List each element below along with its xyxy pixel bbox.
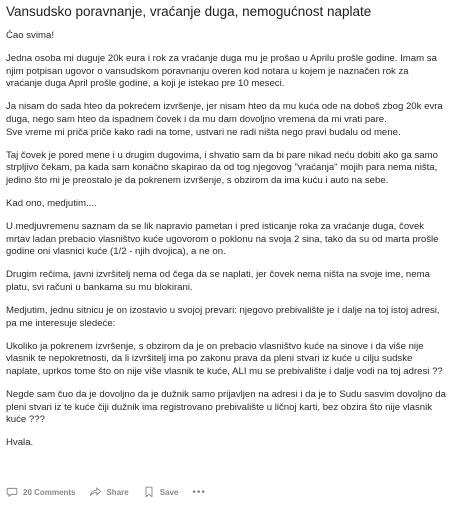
post-body: [6, 30, 462, 450]
post-title[interactable]: Vansudsko poravnanje, vraćanje duga, nemogućnost naplate: [6, 4, 372, 19]
post-paragraph: [6, 437, 462, 450]
post-paragraph: [6, 30, 462, 43]
paragraph-line: vraćanje duga April prošle godine, a koji je istekao pre 10 meseci.: [6, 78, 285, 90]
comments-label: 20 Comments: [23, 487, 76, 497]
paragraph-line: jedino što mi je preostalo je da pokrenem izvršenje, s obzirom da ima kuću i auto na sebe.: [6, 174, 389, 186]
paragraph-line: Ćao svima!: [6, 30, 54, 41]
paragraph-line: Ukoliko ja pokrenem izvršenje, s obzirom da je on prebacio vlasništvo kuće na sinove i da više nije: [6, 340, 424, 352]
paragraph-line: Jedna osoba mi duguje 20k eura i rok za vraćanje duga mu je prošao u Aprilu prošle godine. Imam sa: [6, 53, 437, 65]
share-button[interactable]: [89, 486, 128, 498]
paragraph-line: Negde sam čuo da je dovoljno da je dužnik samo prijavljen na adresi i da je to Sudu sasvim dovoljno da: [6, 388, 446, 400]
save-label: Save: [159, 487, 179, 497]
post-paragraph: [6, 305, 462, 330]
post-paragraph: [6, 341, 462, 379]
post-paragraph: [6, 150, 462, 188]
paragraph-line: vlasnik te nepokretnosti, da li izvršitelj ima po zakonu prava da pleni stvari iz kuće u cilju sudske: [6, 353, 413, 365]
paragraph-line: platu, svi računi u bankama su mu blokirani.: [6, 281, 193, 293]
paragraph-line: Ja nisam do sada hteo da pokrećem izvršenje, jer nisam hteo da mu kuća ode na doboš zbog 20k evra: [6, 101, 443, 113]
post-paragraph: [6, 221, 462, 259]
more-dots-icon: •••: [192, 486, 206, 498]
post-action-bar: [6, 484, 206, 500]
paragraph-line: Drugim rečima, javni izvršitelj nema od čega da se naplati, jer čovek nema ništa na svoje ime, nema: [6, 269, 430, 281]
post-paragraph: [6, 198, 462, 211]
paragraph-line: pa me interesuje sledeće:: [6, 317, 116, 329]
paragraph-line: Hvala.: [6, 437, 34, 449]
more-options-button[interactable]: [192, 487, 206, 498]
bookmark-icon: [143, 486, 155, 498]
paragraph-line: U medjuvremenu saznam da se lik napravio pametan i pred isticanje roka za vraćanje duga, čovek: [6, 221, 425, 233]
paragraph-line: naplate, uprkos tome što on nije više vlasnik te kuće, ALI mu se prebivalište i dalje vodi na toj adresi ??: [6, 365, 443, 377]
post-paragraph: [6, 101, 462, 139]
paragraph-line: godine oni vlasnici kuće (1/2 - njih dvojica), a ne on.: [6, 246, 226, 258]
paragraph-line: pleni stvari iz te kuće čiji dužnik ima registrovano prebivalište u ličnoj karti, bez obzira što nije vlasnik: [6, 401, 433, 413]
post-paragraph: [6, 389, 462, 427]
paragraph-line: duga, nego sam hteo da ispadnem čovek i da mu dam dovoljno vremena da mi vrati pare.: [6, 113, 387, 125]
save-button[interactable]: [143, 486, 179, 498]
paragraph-line: Sve vreme mi priča priče kako radi na tome, ustvari ne radi ništa nego pravi budalu od mene.: [6, 126, 401, 138]
comment-bubble-icon: [6, 486, 18, 498]
paragraph-line: njim potpisan ugovor o vansudskom poravnanju overen kod notara u kojem je naznačen rok za: [6, 65, 409, 77]
post-paragraph: [6, 53, 462, 91]
paragraph-line: Kad ono, medjutim....: [6, 197, 97, 209]
paragraph-line: mrtav ladan prebacio vlasništvo kuće ugovorom o poklonu na svoja 2 sina, tako da su od marta prošle: [6, 233, 439, 245]
paragraph-line: strpljivo čekam, pa kada sam konačno skapirao da od tog njegovog "vraćanja" mojih para nema ništa,: [6, 162, 438, 174]
paragraph-line: kuće ???: [6, 414, 45, 426]
share-arrow-icon: [89, 486, 101, 498]
paragraph-line: Medjutim, jednu sitnicu je on izostavio u svojoj prevari: njegovo prebivalište je i dalje na toj istoj adresi,: [6, 305, 440, 316]
paragraph-line: Taj čovek je pored mene i u drugim dugovima, i shvatio sam da bi pare nikad neću dobiti ako ga samo: [6, 149, 438, 161]
comments-button[interactable]: [6, 486, 75, 498]
post-paragraph: [6, 269, 462, 294]
share-label: Share: [106, 487, 129, 497]
